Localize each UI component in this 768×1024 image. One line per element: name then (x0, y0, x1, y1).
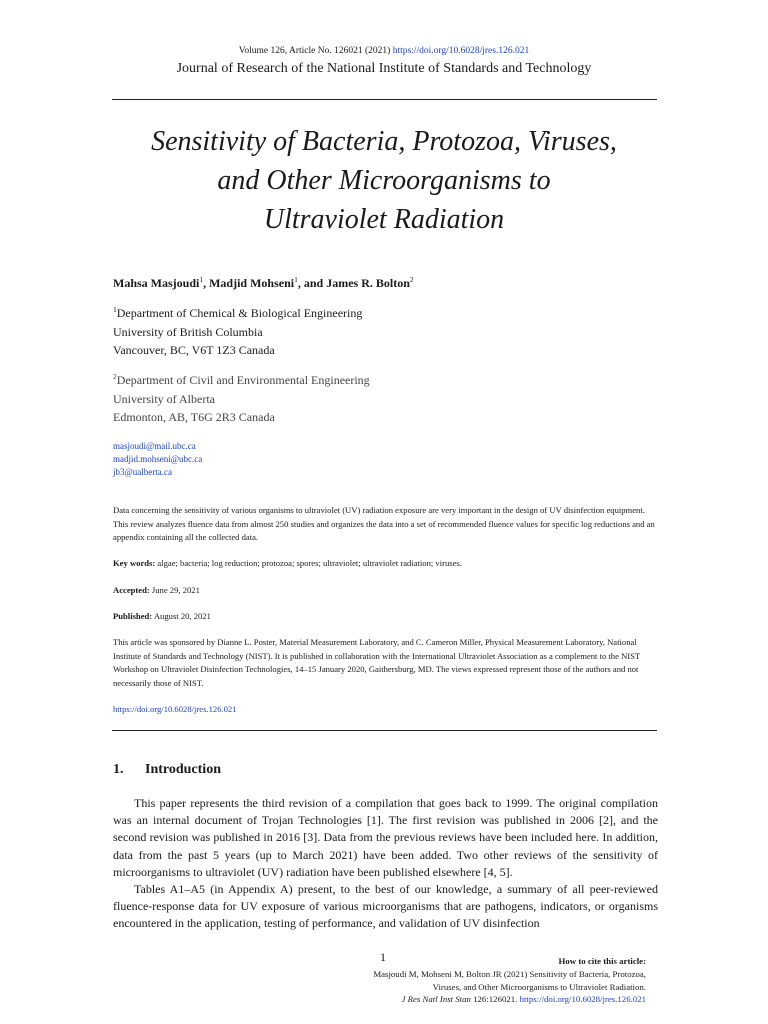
affiliation-2-university: University of Alberta (113, 391, 215, 406)
citation-line: Viruses, and Other Microorganisms to Ultraviolet Radiation. (432, 981, 646, 992)
author-3: James R. Bolton (326, 276, 410, 290)
keywords (113, 557, 658, 571)
sponsor-note: This article was sponsored by Dianne L. Poster, Material Measurement Laboratory, and C. Cameron Miller, Physical Measurement Laboratory, National Institute of Standards and Technology (NIST). It is published in collaboration with the International Ultraviolet Association as a complement to the NIST Workshop on Ultraviolet Disinfection Technologies, 14–15 January 2020, Gaithersburg, MD. The views expressed represent those of the authors and not necessarily those of NIST. (113, 637, 641, 688)
title-line-2: and Other Microorganisms to (217, 165, 551, 196)
author-list (113, 276, 414, 291)
email-link[interactable]: madjid.mohseni@ubc.ca (113, 454, 203, 464)
citation-doi-link[interactable]: https://doi.org/10.6028/jres.126.021 (519, 994, 646, 1005)
published-text: August 20, 2021 (152, 611, 211, 621)
section-title: Introduction (145, 762, 221, 777)
affiliation-2-marker: 2 (113, 372, 117, 381)
author-separator: , and (297, 276, 327, 290)
abstract: Data concerning the sensitivity of various organisms to ultraviolet (UV) radiation exposure are very important in the design of UV disinfection equipment. This review analyzes fluence data from almost 250 studies and organizes the data into a set of recommended fluence values for specific log reductions and an appendix containing all the collected data. (113, 505, 655, 542)
keywords-text: algae; bacteria; log reduction; protozoa; spores; ultraviolet; ultraviolet radiation; viruses. (155, 558, 462, 568)
title-line-1: Sensitivity of Bacteria, Protozoa, Viruses, (151, 126, 617, 157)
accepted-text: June 29, 2021 (149, 585, 200, 595)
paragraph: This paper represents the third revision of a compilation that goes back to 1999. The original compilation was an internal document of Trojan Technologies [1]. The first revision was published in 2006 [2], and the second revision was published in 2016 [3]. Data from the previous reviews have been included here. In addition, data from the past 5 years (up to March 2021) have been added. Two other reviews of the sensitivity of microorganisms to ultraviolet (UV) radiation have been published elsewhere [4, 5]. (113, 796, 658, 879)
volume-line (0, 46, 768, 56)
author-2: Madjid Mohseni (209, 276, 295, 290)
affiliation-1-dept: Department of Chemical & Biological Engineering (116, 306, 363, 320)
affiliation-2 (113, 371, 370, 427)
volume-text: Volume 126, Article No. 126021 (2021) (238, 46, 391, 56)
accepted-label: Accepted: (113, 585, 150, 595)
paragraph: Tables A1–A5 (in Appendix A) present, to the best of our knowledge, a summary of all peer-reviewed fluence-response data for UV exposure of various microorganisms that are pathogens, indicators, or organisms encountered in the application, testing of performance, and validation of UV disinfection (113, 882, 658, 931)
citation-line: Masjoudi M, Mohseni M, Bolton JR (2021) Sensitivity of Bacteria, Protozoa, (373, 968, 646, 979)
accepted-date (113, 584, 658, 598)
section-number: 1. (113, 762, 124, 777)
author-3-affil: 2 (409, 275, 414, 284)
published-label: Published: (113, 611, 153, 621)
header-divider (112, 99, 657, 100)
published-date (113, 610, 658, 624)
citation-heading: How to cite this article: (558, 956, 646, 966)
author-1: Mahsa Masjoudi (113, 276, 200, 290)
author-separator: , (203, 276, 210, 290)
volume-doi-link[interactable]: https://doi.org/10.6028/jres.126.021 (392, 46, 530, 56)
section-heading (113, 762, 221, 778)
affiliation-1-university: University of British Columbia (113, 324, 263, 339)
abstract-divider (112, 730, 657, 731)
affiliation-1-marker: 1 (113, 305, 117, 314)
author-1-affil: 1 (199, 275, 204, 284)
keywords-label: Key words: (113, 558, 156, 568)
affiliation-2-dept: Department of Civil and Environmental Engineering (116, 373, 370, 387)
email-link[interactable]: jb3@ualberta.ca (113, 467, 173, 477)
citation-box (300, 955, 646, 1006)
citation-journal: J Res Natl Inst Stan (401, 994, 471, 1005)
affiliation-1 (113, 304, 362, 360)
journal-name: Journal of Research of the National Institute of Standards and Technology (176, 61, 592, 76)
paper-title (84, 122, 684, 239)
doi-line (113, 703, 658, 717)
email-link[interactable]: masjoudi@mail.ubc.ca (113, 441, 196, 451)
author-2-affil: 1 (294, 275, 298, 284)
affiliation-2-address: Edmonton, AB, T6G 2R3 Canada (113, 410, 275, 424)
email-list (113, 440, 202, 479)
citation-ref: 126:126021. (470, 994, 520, 1005)
title-line-3: Ultraviolet Radiation (263, 204, 505, 235)
affiliation-1-address: Vancouver, BC, V6T 1Z3 Canada (113, 343, 275, 357)
page-number: 1 (380, 950, 386, 964)
body-text (113, 795, 658, 933)
doi-link[interactable]: https://doi.org/10.6028/jres.126.021 (113, 704, 237, 714)
